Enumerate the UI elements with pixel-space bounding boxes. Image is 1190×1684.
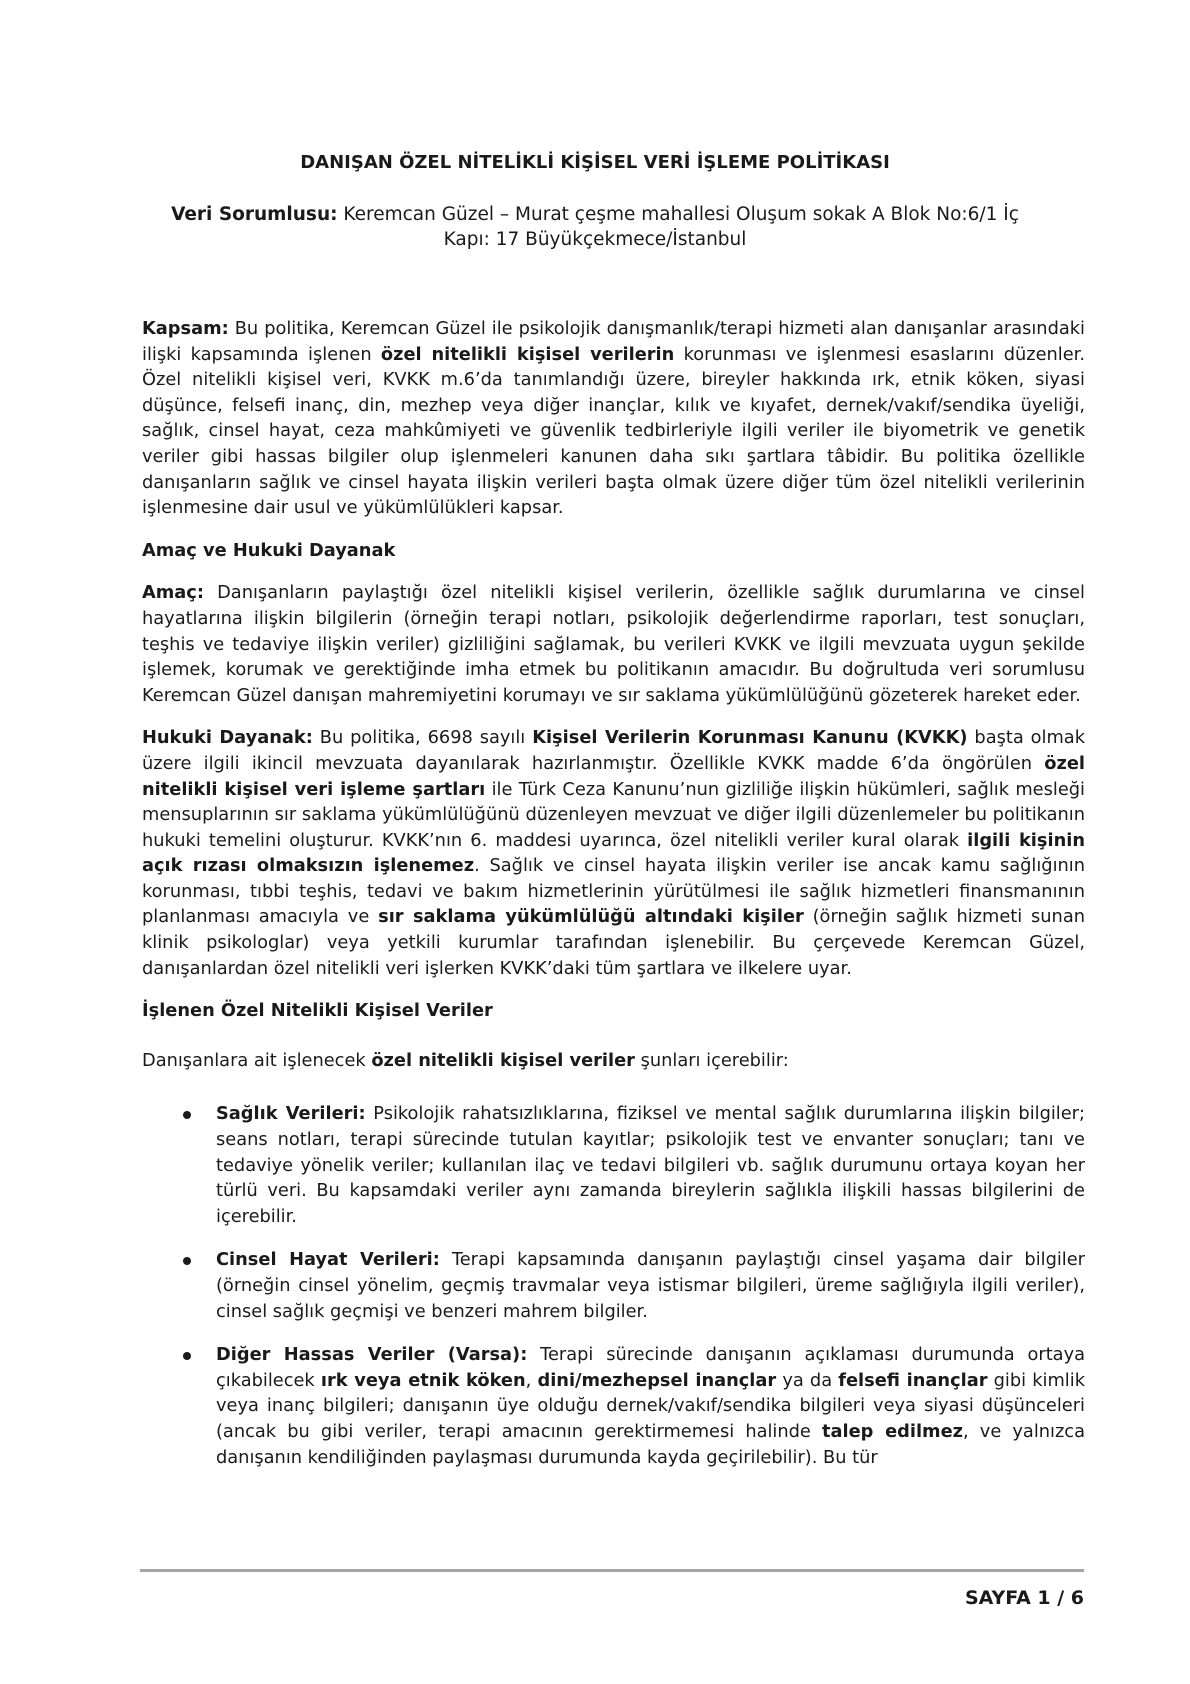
other-data-label: Diğer Hassas Veriler (Varsa): [216,1344,528,1366]
other-data-emphasis-4: talep edilmez [822,1420,963,1442]
bullet-icon [183,1111,191,1119]
legal-text-1: Bu politika, 6698 sayılı [312,727,533,749]
document-title: DANIŞAN ÖZEL NİTELİKLİ KİŞİSEL VERİ İŞLEME POLİTİKASI [300,152,890,173]
intro-emphasis: özel nitelikli kişisel veriler [371,1049,635,1071]
list-item-other-sensitive-data [142,1342,1085,1470]
list-item-health-data [142,1101,1085,1229]
data-controller-address-line2: Kapı: 17 Büyükçekmece/İstanbul [443,229,747,250]
document-body [142,316,1085,1488]
data-controller-label: Veri Sorumlusu: [171,204,338,225]
purpose-paragraph [142,580,1085,708]
bullet-icon [183,1257,191,1265]
intro-text-1: Danışanlara ait işlenecek [142,1049,372,1071]
health-data-text: Psikolojik rahatsızlıklarına, fiziksel ve mental sağlık durumlarına ilişkin bilgiler; seans notları, terapi sürecinde tutulan kayıtlar; psikolojik test ve envanter sonuçları; tanı ve tedaviye yönelik veriler; kullanılan ilaç ve tedavi bilgileri vb. sağlık durumunu ortaya koyan her türlü veri. Bu kapsamdaki veriler aynı zamanda bireylerin sağlıkla ilişkili hassas bilgilerini de içerebilir. [216,1103,1085,1227]
intro-text-2: şunları içerebilir: [634,1049,789,1071]
other-data-text-3: ya da [776,1369,839,1391]
legal-emphasis-1: Kişisel Verilerin Korunması Kanunu (KVKK) [532,727,968,749]
page-number: SAYFA 1 / 6 [964,1587,1084,1609]
legal-text-2: başta olmak üzere ilgili ikincil mevzuata dayanılarak hazırlanmıştır. Özellikle KVKK madde 6’da öngörülen [142,727,1085,774]
purpose-text: Danışanların paylaştığı özel nitelikli kişisel verilerin, özellikle sağlık durumlarına ve cinsel hayatlarına ilişkin bilgilerin (örneğin terapi notları, psikolojik değerlendirme raporları, test sonuçları, teşhis ve tedaviye ilişkin veriler) gizliliğini sağlamak, bu verileri KVKK ve ilgili mevzuata uygun şekilde işlemek, korumak ve gerektiğinde imha etmek bu politikanın amacıdır. Bu doğrultuda veri sorumlusu Keremcan Güzel danışan mahremiyetini korumayı ve sır saklama yükümlülüğünü gözeterek hareket eder. [142,582,1085,706]
sexual-life-data-label: Cinsel Hayat Verileri: [216,1249,440,1271]
legal-emphasis-4: sır saklama yükümlülüğü altındaki kişiler [378,906,804,928]
other-data-text-5: , ve yalnızca danışanın kendiliğinden paylaşması durumunda kayda geçirilebilir). Bu tür [216,1420,1085,1468]
other-data-emphasis-2: dini/mezhepsel inançlar [537,1369,777,1391]
scope-paragraph [142,316,1085,521]
footer-divider [140,1569,1084,1572]
legal-emphasis-3: ilgili kişinin açık rızası olmaksızın işlenemez [142,829,1085,877]
data-controller-info [140,202,1050,252]
scope-text-2: korunması ve işlenmesi esaslarını düzenler. Özel nitelikli kişisel veri, KVKK m.6’da tanımlandığı üzere, bireyler hakkında ırk, etnik köken, siyasi düşünce, felsefi inanç, din, mezhep veya diğer inançlar, kılık ve kıyafet, dernek/vakıf/sendika üyeliği, sağlık, cinsel hayat, ceza mahkûmiyeti ve güvenlik tedbirleriyle ilgili veriler ile biyometrik ve genetik veriler gibi hassas bilgiler olup işlenmeleri kanunen daha sıkı şartlara tâbidir. Bu politika özellikle danışanların sağlık ve cinsel hayata ilişkin verileri başta olmak üzere diğer tüm özel nitelikli verilerinin işlenmesine dair usul ve yükümlülükleri kapsar. [142,343,1086,519]
legal-text-3: ile Türk Ceza Kanunu’nun gizliliğe ilişkin hükümleri, sağlık mesleği mensuplarının sır saklama yükümlülüğünü düzenleyen mevzuat ve diğer ilgili düzenlemeler bu politikanın hukuki temelini oluşturur. KVKK’nın 6. maddesi uyarınca, özel nitelikli veriler kural olarak [142,778,1085,851]
scope-label: Kapsam: [142,318,229,339]
processed-data-intro [142,1048,1085,1074]
scope-emphasis-1: özel nitelikli kişisel verilerin [380,343,675,365]
section-heading-purpose: Amaç ve Hukuki Dayanak [142,539,396,561]
legal-text-5: (örneğin sağlık hizmeti sunan klinik psikologlar) veya yetkili kurumlar tarafından işlenebilir. Bu çerçevede Keremcan Güzel, danışanlardan özel nitelikli veri işlerken KVKK’daki tüm şartlara ve ilkelere uyar. [142,906,1085,979]
other-data-emphasis-3: felsefi inançlar [838,1369,988,1391]
bullet-icon [183,1352,191,1360]
processed-data-list [142,1101,1085,1470]
section-heading-processed-data: İşlenen Özel Nitelikli Kişisel Veriler [142,1000,493,1022]
data-controller-address-line1: Keremcan Güzel – Murat çeşme mahallesi Oluşum sokak A Blok No:6/1 İç [337,204,1019,225]
other-data-text-4: gibi kimlik veya inanç bilgileri; danışanın üye olduğu dernek/vakıf/sendika bilgileri veya siyasi düşünceleri (ancak bu gibi veriler, terapi amacının gerektirmemesi halinde [216,1369,1085,1442]
legal-basis-paragraph [142,725,1085,981]
other-data-text-2: , [525,1369,538,1391]
legal-basis-label: Hukuki Dayanak: [142,727,313,749]
legal-emphasis-2: özel nitelikli kişisel veri işleme şartları [142,752,1085,800]
scope-text-1: Bu politika, Keremcan Güzel ile psikolojik danışmanlık/terapi hizmeti alan danışanlar arasındaki ilişki kapsamında işlenen [142,318,1085,365]
other-data-emphasis-1: ırk veya etnik köken [320,1369,526,1391]
sexual-life-data-text: Terapi kapsamında danışanın paylaştığı cinsel yaşama dair bilgiler (örneğin cinsel yönelim, geçmiş travmalar veya istismar bilgileri, üreme sağlığıyla ilgili veriler), cinsel sağlık geçmişi ve benzeri mahrem bilgiler. [216,1249,1085,1322]
health-data-label: Sağlık Verileri: [216,1103,366,1125]
list-item-sexual-life-data [142,1247,1085,1324]
other-data-text-1: Terapi sürecinde danışanın açıklaması durumunda ortaya çıkabilecek [216,1344,1085,1391]
purpose-label: Amaç: [142,582,204,604]
legal-text-4: . Sağlık ve cinsel hayata ilişkin veriler ise ancak kamu sağlığının korunması, tıbbi teşhis, tedavi ve bakım hizmetlerinin yürütülmesi ile sağlık hizmetleri finansmanının planlanması amacıyla ve [142,855,1085,928]
